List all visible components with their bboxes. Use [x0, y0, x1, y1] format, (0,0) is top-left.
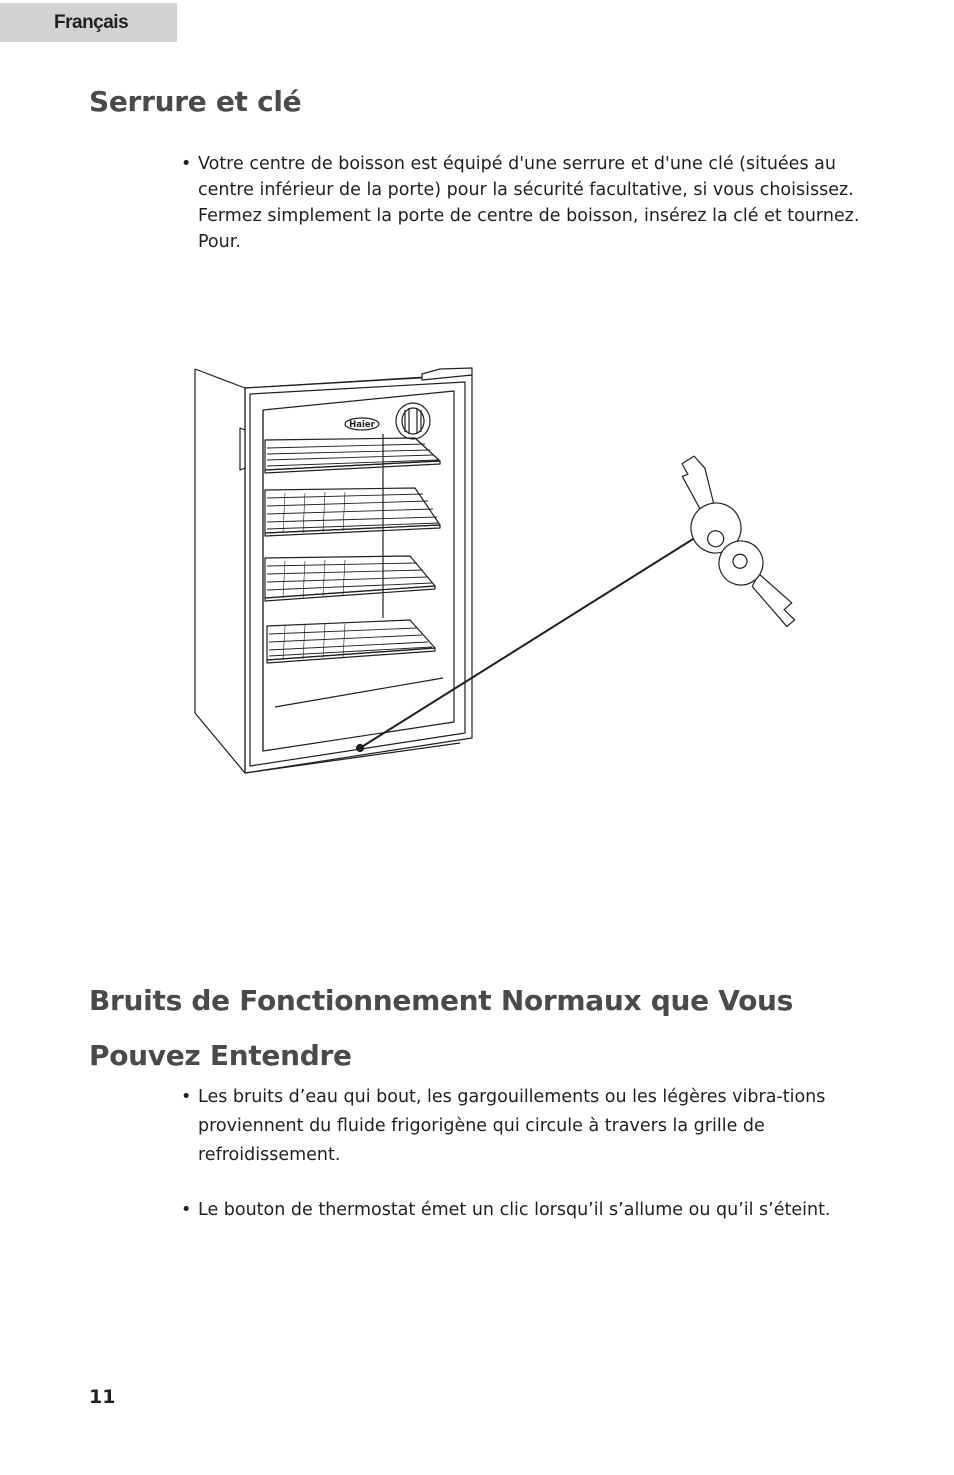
brand-logo-text: Haier	[349, 420, 375, 430]
brand-logo	[345, 418, 379, 430]
list-item: • Votre centre de boisson est équipé d'une serrure et d'une clé (situées au centre inférieur de la porte) pour la sécurité facultative, si vous choisissez. Fermez simplement la porte de centre de boisson, insérez la clé et tournez. Pour.	[181, 151, 871, 255]
operating-sounds-bullet-list	[181, 1083, 881, 1251]
lock-key-illustration	[185, 358, 825, 788]
key-icon	[667, 449, 801, 642]
section-title-lock-key: Serrure et clé	[89, 85, 302, 118]
beverage-center-icon	[195, 368, 472, 773]
list-item: • Les bruits d’eau qui bout, les gargouillements ou les légères vibra-tions proviennent du fluide frigorigène qui circule à travers la grille de refroidissement.	[181, 1083, 881, 1170]
section-title-operating-sounds: Bruits de Fonctionnement Normaux que Vous Pouvez Entendre	[89, 984, 794, 1072]
language-tab: Français	[0, 3, 177, 42]
page-number: 11	[89, 1386, 116, 1408]
list-item: • Le bouton de thermostat émet un clic lorsqu’il s’allume ou qu’il s’éteint.	[181, 1196, 881, 1225]
thermostat-dial	[396, 403, 430, 439]
lock-key-bullet-list	[181, 151, 871, 255]
